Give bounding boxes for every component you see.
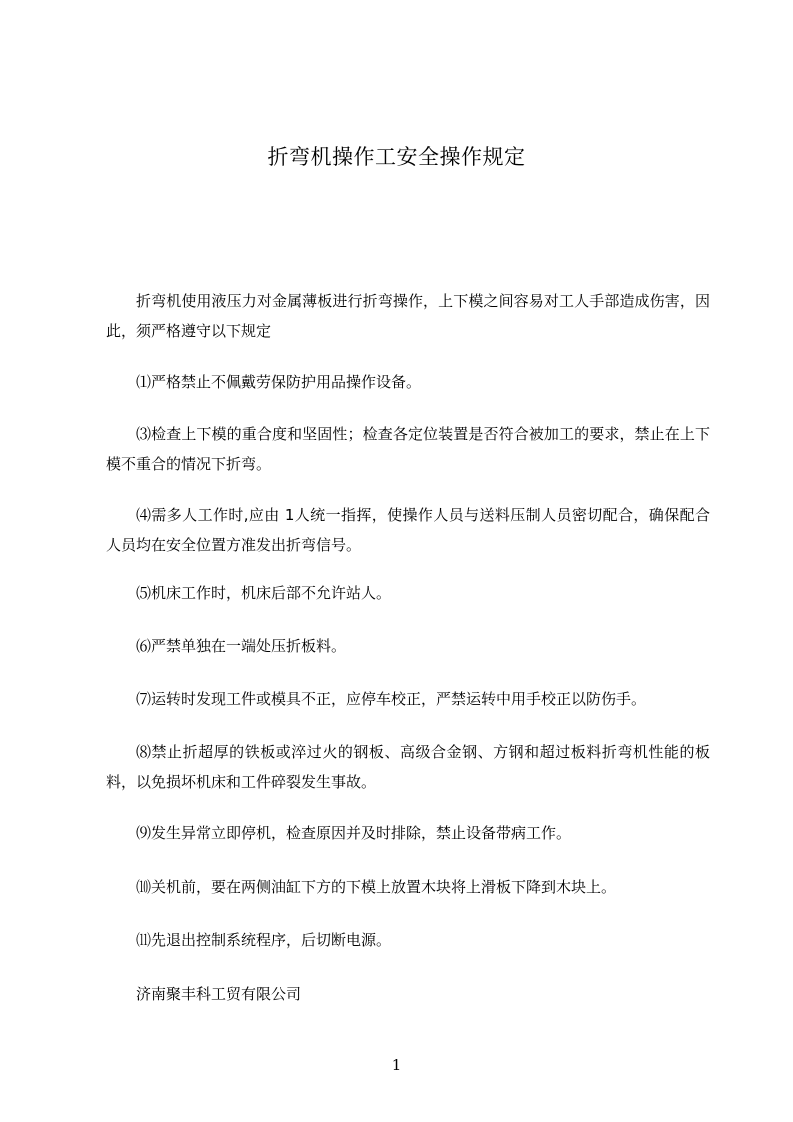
rule-11: ⑾先退出控制系统程序，后切断电源。 bbox=[136, 931, 392, 949]
rule-1: ⑴严格禁止不佩戴劳保防护用品操作设备。 bbox=[136, 373, 422, 391]
rule-6: ⑹严禁单独在一端处压折板料。 bbox=[136, 637, 347, 655]
rule-3: ⑶检查上下模的重合度和坚固性；检查各定位装置是否符合被加工的要求，禁止在上下模不重合的情况下折弯。 bbox=[106, 425, 710, 473]
rule-8: ⑻禁止折超厚的铁板或淬过火的钢板、高级合金钢、方钢和超过板料折弯机性能的板料，以免损坏机床和工件碎裂发生事故。 bbox=[106, 743, 710, 791]
rule-10: ⑽关机前，要在两侧油缸下方的下模上放置木块将上滑板下降到木块上。 bbox=[136, 878, 617, 896]
rule-4: ⑷需多人工作时,应由 1人统一指挥，使操作人员与送料压制人员密切配合，确保配合人员均在安全位置方准发出折弯信号。 bbox=[106, 506, 710, 554]
document-title: 折弯机操作工安全操作规定 bbox=[267, 145, 526, 169]
rule-7: ⑺运转时发现工件或模具不正，应停车校正，严禁运转中用手校正以防伤手。 bbox=[136, 690, 647, 708]
intro-paragraph: 折弯机使用液压力对金属薄板进行折弯操作，上下模之间容易对工人手部造成伤害，因此，须严格遵守以下规定 bbox=[106, 292, 710, 340]
rule-9: ⑼发生异常立即停机，检查原因并及时排除，禁止设备带病工作。 bbox=[136, 824, 572, 842]
company-name: 济南聚丰科工贸有限公司 bbox=[136, 985, 302, 1003]
page-number: 1 bbox=[391, 1056, 402, 1074]
rule-5: ⑸机床工作时，机床后部不允许站人。 bbox=[136, 584, 392, 602]
